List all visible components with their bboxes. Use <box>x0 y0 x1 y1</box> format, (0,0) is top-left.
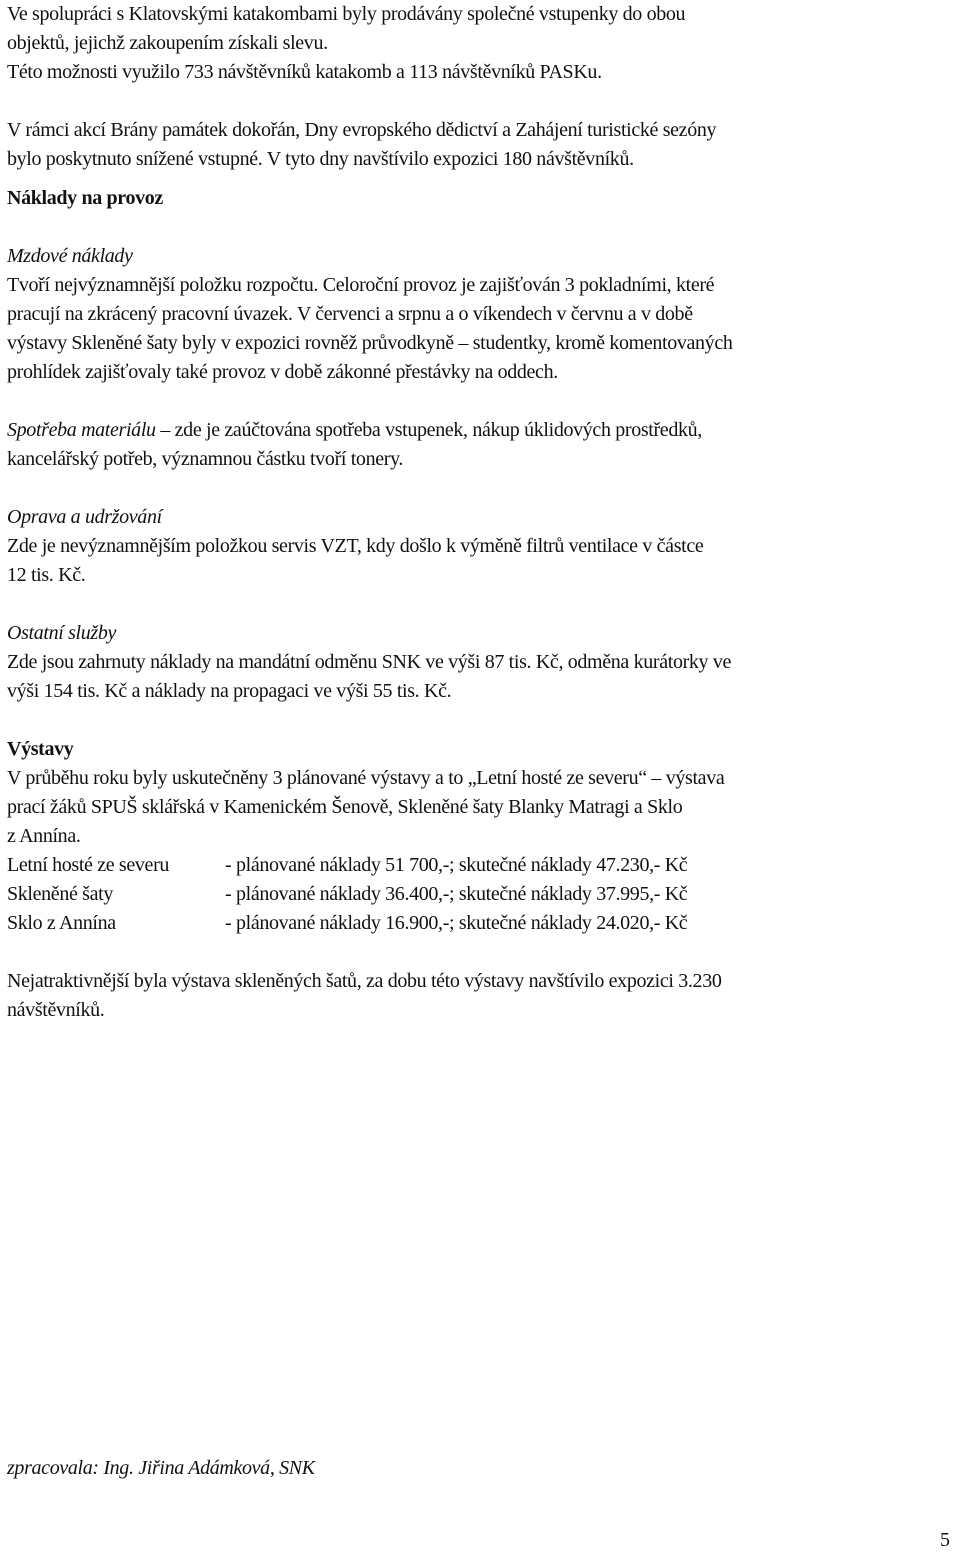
paragraph-line: výstavy Skleněné šaty byly v expozici rovněž průvodkyně – studentky, kromě komentovaných <box>7 332 733 354</box>
paragraph-line: prací žáků SPUŠ sklářská v Kamenickém Šenově, Skleněné šaty Blanky Matragi a Sklo <box>7 796 683 818</box>
wages-title: Mzdové náklady <box>7 245 133 267</box>
material-paragraph <box>7 416 952 445</box>
paragraph-line: V rámci akcí Brány památek dokořán, Dny evropského dědictví a Zahájení turistické sezóny <box>7 119 717 141</box>
exhibition-costs: - plánované náklady 16.900,-; skutečné náklady 24.020,- Kč <box>225 912 688 934</box>
paragraph-line: Zde jsou zahrnuty náklady na mandátní odměnu SNK ve výši 87 tis. Kč, odměna kurátorky ve <box>7 651 732 673</box>
paragraph-line: Ve spolupráci s Klatovskými katakombami byly prodávány společné vstupenky do obou <box>7 3 686 25</box>
exhibition-name: Skleněné šaty <box>7 883 113 905</box>
paragraph-line: prohlídek zajišťovaly také provoz v době zákonné přestávky na oddech. <box>7 361 558 383</box>
paragraph-line: Zde je nevýznamnějším položkou servis VZT, kdy došlo k výměně filtrů ventilace v částce <box>7 535 704 557</box>
material-text: – zde je zaúčtována spotřeba vstupenek, nákup úklidových prostředků, <box>155 419 702 441</box>
document-body <box>7 0 952 1025</box>
spacer <box>7 87 952 116</box>
spacer <box>7 706 952 735</box>
material-title: Spotřeba materiálu <box>7 419 156 441</box>
paragraph-line: výši 154 tis. Kč a náklady na propagaci ve výši 55 tis. Kč. <box>7 680 452 702</box>
paragraph-line: návštěvníků. <box>7 999 105 1021</box>
page-number: 5 <box>940 1529 950 1551</box>
paragraph-line: bylo poskytnuto snížené vstupné. V tyto dny navštívilo expozici 180 návštěvníků. <box>7 148 634 170</box>
spacer <box>7 213 952 242</box>
paragraph-line: Nejatraktivnější byla výstava skleněných šatů, za dobu této výstavy navštívilo expozici 3.230 <box>7 970 722 992</box>
exhibition-costs: - plánované náklady 36.400,-; skutečné náklady 37.995,- Kč <box>225 883 688 905</box>
repair-title: Oprava a udržování <box>7 506 162 528</box>
paragraph-line: V průběhu roku byly uskutečněny 3 plánované výstavy a to „Letní hosté ze severu“ – výstava <box>7 767 725 789</box>
exhibition-row <box>7 909 952 938</box>
paragraph-line: z Annína. <box>7 825 81 847</box>
signature: zpracovala: Ing. Jiřina Adámková, SNK <box>7 1457 315 1479</box>
spacer <box>7 387 952 416</box>
exhibition-name: Letní hosté ze severu <box>7 854 170 876</box>
exhibition-row <box>7 880 952 909</box>
spacer <box>7 938 952 967</box>
exhibition-row <box>7 851 952 880</box>
exhibitions-heading: Výstavy <box>7 738 74 760</box>
paragraph-line: pracují na zkrácený pracovní úvazek. V červenci a srpnu a o víkendech v červnu a v době <box>7 303 693 325</box>
paragraph-line: kancelářský potřeb, významnou částku tvoří tonery. <box>7 448 404 470</box>
paragraph-line: 12 tis. Kč. <box>7 564 86 586</box>
other-services-title: Ostatní služby <box>7 622 116 644</box>
costs-heading: Náklady na provoz <box>7 187 163 209</box>
spacer <box>7 590 952 619</box>
paragraph-line: Této možnosti využilo 733 návštěvníků katakomb a 113 návštěvníků PASKu. <box>7 61 602 83</box>
exhibition-name: Sklo z Annína <box>7 912 116 934</box>
exhibition-costs: - plánované náklady 51 700,-; skutečné náklady 47.230,- Kč <box>225 854 688 876</box>
paragraph-line: Tvoří nejvýznamnější položku rozpočtu. Celoroční provoz je zajišťován 3 pokladními, které <box>7 274 715 296</box>
spacer <box>7 474 952 503</box>
paragraph-line: objektů, jejichž zakoupením získali slevu. <box>7 32 328 54</box>
